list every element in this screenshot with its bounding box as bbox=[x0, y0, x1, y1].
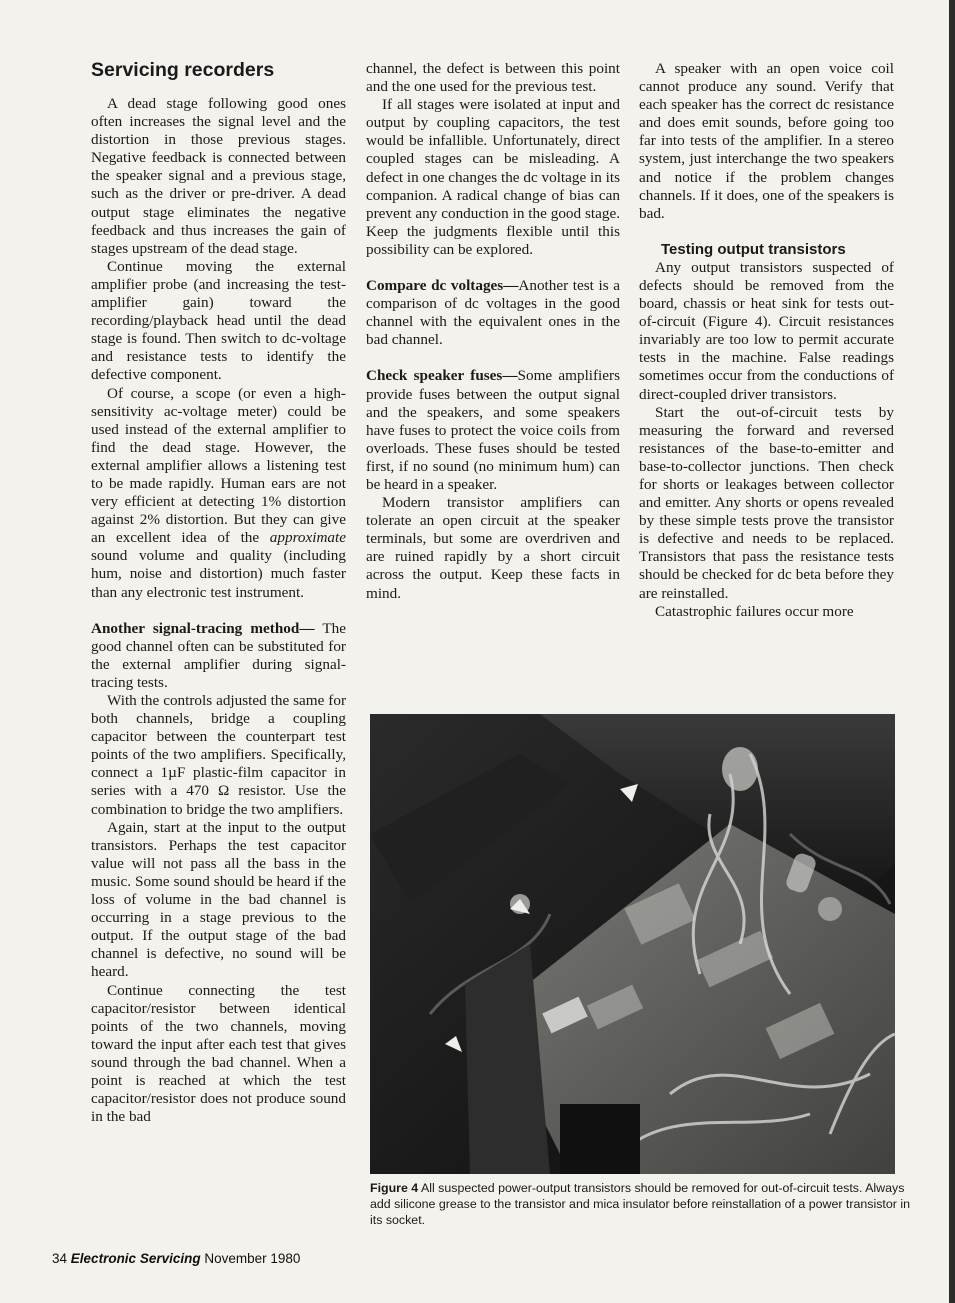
publication-name: Electronic Servicing bbox=[70, 1251, 201, 1266]
page-footer bbox=[52, 1251, 300, 1267]
text-column-3 bbox=[639, 60, 894, 621]
paragraph: Catastrophic failures occur more bbox=[655, 602, 854, 620]
article-title: Servicing recorders bbox=[91, 59, 275, 81]
section-heading: Testing output transistors bbox=[661, 240, 846, 258]
run-in-heading: Check speaker fuses— bbox=[366, 367, 518, 385]
run-in-heading: Another signal-tracing method— bbox=[91, 619, 315, 637]
text-column-2 bbox=[366, 60, 620, 603]
page-binding-edge bbox=[949, 0, 955, 1303]
paragraph: Modern transistor amplifiers can tolerate an open circuit at the speaker terminals, but some are overdriven and are ruined rapidly by a short circuit across the output. Keep these facts in mind. bbox=[366, 494, 620, 602]
emphasis-text: approximate bbox=[269, 529, 346, 547]
paragraph-text: Another test is a comparison of dc voltages in the good channel with the equivalent ones in the bad channel. bbox=[366, 277, 620, 349]
paragraph: Continue connecting the test capacitor/resistor between identical points of the two channels, moving toward the input after each test that gives sound through the bad channel. When a point is reached at which the test capacitor/resistor does not produce sound in the bad bbox=[91, 981, 346, 1126]
paragraph: With the controls adjusted the same for both channels, bridge a coupling capacitor between the counterpart test points of the two amplifiers. Specifically, connect a 1µF plastic-film capacitor in series with a 470 Ω resistor. Use the combination to bridge the two amplifiers. bbox=[91, 692, 346, 818]
figure-label: Figure 4 bbox=[370, 1181, 419, 1195]
paragraph: channel, the defect is between this point and the one used for the previous test. bbox=[366, 60, 620, 96]
paragraph bbox=[366, 367, 620, 494]
caption-text: All suspected power-output transistors should be removed for out-of-circuit tests. Always add silicone grease to the transistor and mica insulator before reinstallation of a power transistor in its socket. bbox=[370, 1181, 910, 1227]
run-in-heading: Compare dc voltages— bbox=[366, 277, 519, 295]
paragraph bbox=[91, 385, 346, 602]
paragraph: Again, start at the input to the output transistors. Perhaps the test capacitor value will not pass all the bass in the music. Some sound should be heard if the loss of volume in the bad channel is occurring in a stage previous to the output. If the output stage of the bad channel is defective, no sound will be heard. bbox=[91, 818, 346, 981]
paragraph: Start the out-of-circuit tests by measuring the forward and reversed resistances of the base-to-emitter and base-to-collector junctions. Then check for shorts or leakages between collector and emitter. Any shorts or opens revealed by these simple tests prove the transistor is defective and needs to be replaced. Transistors that pass the resistance tests should be checked for dc beta before they are reinstalled. bbox=[639, 403, 894, 602]
paragraph: A dead stage following good ones often increases the signal level and the distortion in those previous stages. Negative feedback is connected between the speaker signal and a previous stage, such as the driver or pre-driver. A dead output stage eliminates the negative feedback and thus increases the gain of stages upstream of the dead stage. bbox=[91, 95, 346, 257]
paragraph-text: Some amplifiers provide fuses between the output signal and the speakers, and some speakers have fuses to protect the voice coils from overloads. These fuses should be tested first, if no sound (no minimum hum) can be heard in a speaker. bbox=[366, 367, 620, 493]
paragraph: Continue moving the external amplifier probe (and increasing the test-amplifier gain) toward the recording/playback head until the dead stage is found. Then switch to dc-voltage and resistance tests to identify the defective component. bbox=[91, 257, 346, 384]
page-number: 34 bbox=[52, 1251, 68, 1266]
issue-date: November 1980 bbox=[204, 1251, 301, 1266]
text-column-1 bbox=[91, 58, 346, 1126]
figure-caption bbox=[370, 1180, 910, 1228]
paragraph-text: sound volume and quality (including hum, noise and distortion) much faster than any electronic test instrument. bbox=[91, 547, 346, 601]
figure-4-photo bbox=[370, 714, 895, 1174]
paragraph bbox=[366, 277, 620, 349]
paragraph: If all stages were isolated at input and output by coupling capacitors, the test would be infallible. Unfortunately, direct coupled stages can be misleading. A defect in one changes the dc voltage in its companion. A radical change of bias can prevent any conduction in the good stage. Keep the judgments flexible until this possibility can be explored. bbox=[366, 96, 620, 258]
paragraph-text: Of course, a scope (or even a high-sensitivity ac-voltage meter) could be used instead of the external amplifier to find the dead stage. However, the external amplifier allows a listening test to be made rapidly. Human ears are not very efficient at detecting 1% distortion against 2% distortion. But they can give an excellent idea of the bbox=[91, 384, 346, 547]
paragraph: A speaker with an open voice coil cannot produce any sound. Verify that each speaker has the correct dc resistance and does emit sounds, before going too far into tests of the amplifier. In a stereo system, just interchange the two speakers and notice if the problem changes channels. If it does, one of the speakers is bad. bbox=[639, 60, 894, 222]
paragraph bbox=[91, 620, 346, 692]
paragraph: Any output transistors suspected of defects should be removed from the board, chassis or heat sink for tests out-of-circuit (Figure 4). Circuit resistances invariably are too low to permit accurate tests in the machine. False readings sometimes occur from the conductions of direct-coupled driver transistors. bbox=[639, 258, 894, 403]
paragraph-text: The good channel often can be substituted for the external amplifier during signal-tracing tests. bbox=[91, 619, 347, 691]
circuit-board-photo-illustration bbox=[370, 714, 895, 1174]
